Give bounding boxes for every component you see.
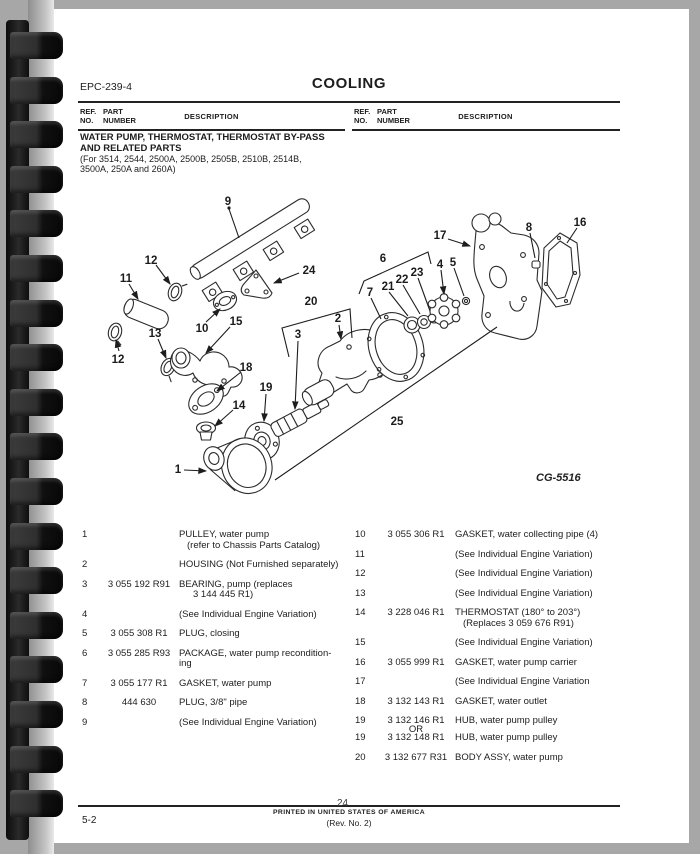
callout-22: 22 xyxy=(395,274,409,286)
footer-rule xyxy=(78,805,620,807)
page-title: COOLING xyxy=(311,75,387,92)
description: PLUG, 3/8" pipe xyxy=(179,697,248,708)
callout-2: 2 xyxy=(334,313,342,325)
page-content xyxy=(78,9,620,843)
description: PULLEY, water pump (refer to Chassis Parts Catalog) xyxy=(179,529,321,551)
table-row xyxy=(82,649,354,670)
description: BEARING, pump (replaces 3 144 445 R1) xyxy=(179,578,293,600)
description: HUB, water pump pulley xyxy=(455,732,558,743)
ref-label: REF. xyxy=(354,107,371,116)
part-number: 3 055 308 R1 xyxy=(110,628,168,639)
ref-no: 11 xyxy=(355,548,365,560)
number-label: NUMBER xyxy=(377,116,410,125)
section-title-line1: WATER PUMP, THERMOSTAT, THERMOSTAT BY-PASS xyxy=(80,132,325,143)
doc-code: EPC-239-4 xyxy=(80,81,132,93)
part-number xyxy=(103,560,175,571)
callout-6: 6 xyxy=(379,253,387,265)
part-label: PART xyxy=(377,107,397,116)
description: HOUSING (Not Furnished separately) xyxy=(179,559,339,570)
part-gasket-carrier xyxy=(542,233,580,307)
section-title-line2: AND RELATED PARTS xyxy=(80,142,182,154)
no-label: NO. xyxy=(80,116,94,125)
ref-no: 1 xyxy=(82,529,88,540)
callout-13: 13 xyxy=(148,328,162,340)
description-label: DESCRIPTION xyxy=(458,112,513,121)
binding-tooth xyxy=(10,701,63,728)
table-row xyxy=(355,569,627,580)
ref-no: 4 xyxy=(82,608,88,620)
part-thermostat xyxy=(197,422,216,440)
table-header-left xyxy=(78,105,345,127)
part-number xyxy=(381,638,451,649)
part-label: PART xyxy=(103,107,123,116)
description: HUB, water pump pulley xyxy=(455,715,558,726)
callout-3: 3 xyxy=(294,329,302,341)
table-header-right xyxy=(352,105,619,127)
ref-no: 20 xyxy=(355,751,366,763)
binding-tooth xyxy=(10,523,63,550)
callout-8: 8 xyxy=(525,222,533,234)
parts-table-left xyxy=(82,530,354,737)
part-number xyxy=(381,589,451,600)
description: BODY ASSY, water pump xyxy=(455,751,563,763)
table-row xyxy=(355,658,627,669)
ref-no: 13 xyxy=(355,587,366,599)
parts-table-right xyxy=(355,530,627,772)
table-row xyxy=(355,530,627,541)
callout-5: 5 xyxy=(449,257,457,269)
table-row xyxy=(82,698,354,709)
ref-no: 2 xyxy=(82,559,88,570)
callout-1: 1 xyxy=(174,464,182,476)
binding-tooth xyxy=(10,255,63,282)
or-label: OR xyxy=(408,723,424,735)
description: PACKAGE, water pump recondition- ing xyxy=(179,647,332,669)
callout-17: 17 xyxy=(433,230,447,242)
part-number: 3 228 046 R1 xyxy=(387,607,445,618)
binding-tooth xyxy=(10,389,63,416)
callout-25: 25 xyxy=(390,416,404,428)
description: (See Individual Engine Variation) xyxy=(455,637,593,648)
table-row xyxy=(82,610,354,621)
part-number xyxy=(381,569,451,580)
overprint-number: 24 xyxy=(337,798,349,809)
part-hose xyxy=(121,297,171,332)
callout-12: 12 xyxy=(144,255,158,267)
callout-16: 16 xyxy=(573,217,587,229)
table-row xyxy=(82,530,354,551)
callout-4: 4 xyxy=(436,259,444,271)
callout-11: 11 xyxy=(119,273,133,285)
description: (See Individual Engine Variation) xyxy=(455,548,593,560)
ref-no: 3 xyxy=(82,578,88,590)
part-number xyxy=(381,677,451,688)
table-row xyxy=(355,677,627,688)
ref-no: 12 xyxy=(355,568,366,579)
description: (See Individual Engine Variation) xyxy=(455,568,593,579)
part-number: 3 055 285 R93 xyxy=(107,647,171,659)
callout-21: 21 xyxy=(381,281,395,293)
callout-7: 7 xyxy=(366,287,374,299)
description: (See Individual Engine Variation) xyxy=(179,716,317,728)
header-underline-right xyxy=(352,129,620,131)
table-row xyxy=(82,718,354,729)
description: (See Individual Engine Variation xyxy=(455,676,590,687)
binding-tooth xyxy=(10,77,63,104)
table-row xyxy=(355,589,627,600)
part-number: 3 132 143 R1 xyxy=(387,695,445,707)
binding-comb xyxy=(0,0,70,854)
binding-tooth xyxy=(10,121,63,148)
figure-code: CG-5516 xyxy=(536,472,581,484)
description: GASKET, water pump xyxy=(179,677,272,689)
header-rule xyxy=(78,101,620,103)
exploded-parts-diagram xyxy=(78,189,623,501)
binding-tooth xyxy=(10,433,63,460)
part-number xyxy=(103,610,175,621)
header-underline-left xyxy=(78,129,345,131)
table-row xyxy=(82,629,354,640)
part-number: 444 630 xyxy=(121,697,157,708)
description: (See Individual Engine Variation) xyxy=(179,608,317,620)
part-plug-pipe xyxy=(532,261,540,268)
callout-15: 15 xyxy=(229,316,243,328)
section-subtitle-line1: (For 3514, 2544, 2500A, 2500B, 2505B, 2510B, 2514B, xyxy=(80,154,302,164)
binding-tooth xyxy=(10,790,63,817)
binding-tooth xyxy=(10,612,63,639)
part-number xyxy=(103,718,175,729)
ref-no: 7 xyxy=(82,677,88,689)
callout-20: 20 xyxy=(304,296,318,308)
callout-23: 23 xyxy=(410,267,424,279)
part-number: 3 132 146 R1 xyxy=(387,715,445,726)
ref-no: 19 xyxy=(355,732,366,743)
callout-24: 24 xyxy=(302,265,316,277)
no-label: NO. xyxy=(354,116,368,125)
page-number: 5-2 xyxy=(82,815,97,826)
ref-no: 19 xyxy=(355,715,366,726)
table-row xyxy=(82,580,354,601)
description: GASKET, water collecting pipe (4) xyxy=(455,529,599,540)
footer-rev-line: (Rev. No. 2) xyxy=(326,818,372,828)
part-number: 3 055 306 R1 xyxy=(387,529,445,540)
ref-no: 9 xyxy=(82,716,88,728)
ref-no: 17 xyxy=(355,676,366,687)
table-row xyxy=(355,753,627,764)
section-subtitle-line2: 3500A, 250A and 260A) xyxy=(80,164,176,174)
part-plug-closing xyxy=(462,297,469,304)
part-number: 3 132 148 R1 xyxy=(387,732,445,743)
ref-no: 14 xyxy=(355,607,366,618)
ref-no: 6 xyxy=(82,647,88,659)
description: GASKET, water outlet xyxy=(455,695,547,707)
part-number xyxy=(381,550,451,561)
part-bearing xyxy=(270,395,332,437)
ref-no: 18 xyxy=(355,695,366,707)
binding-tooth xyxy=(10,746,63,773)
section-heading xyxy=(80,133,325,174)
table-row xyxy=(355,550,627,561)
ref-label: REF. xyxy=(80,107,97,116)
description: (See Individual Engine Variation) xyxy=(455,587,593,599)
part-number: 3 055 177 R1 xyxy=(110,677,168,689)
ref-no: 16 xyxy=(355,656,366,668)
binding-tooth xyxy=(10,656,63,683)
ref-no: 10 xyxy=(355,529,366,540)
binding-tooth xyxy=(10,210,63,237)
callout-14: 14 xyxy=(232,400,246,412)
number-label: NUMBER xyxy=(103,116,136,125)
part-number: 3 055 999 R1 xyxy=(387,656,445,668)
description: PLUG, closing xyxy=(179,628,240,639)
table-row xyxy=(82,679,354,690)
ref-no: 8 xyxy=(82,697,88,708)
binding-tooth xyxy=(10,567,63,594)
table-row xyxy=(355,638,627,649)
description-label: DESCRIPTION xyxy=(184,112,239,121)
table-row xyxy=(355,608,627,629)
binding-tooth xyxy=(10,344,63,371)
table-row xyxy=(355,733,627,744)
footer-print-line: PRINTED IN UNITED STATES OF AMERICA xyxy=(272,809,426,816)
table-row xyxy=(82,560,354,571)
callout-9: 9 xyxy=(224,196,232,208)
binding-tooth xyxy=(10,166,63,193)
part-number: 3 132 677 R31 xyxy=(384,751,448,763)
callout-12b: 12 xyxy=(111,354,125,366)
binding-tooth xyxy=(10,478,63,505)
callout-18: 18 xyxy=(239,362,253,374)
callout-19: 19 xyxy=(259,382,273,394)
ref-no: 5 xyxy=(82,628,88,639)
ref-no: 15 xyxy=(355,637,366,648)
part-number: 3 055 192 R91 xyxy=(107,578,171,590)
page xyxy=(40,9,689,843)
table-row xyxy=(355,697,627,708)
callout-10: 10 xyxy=(195,323,209,335)
binding-tooth xyxy=(10,300,63,327)
binding-tooth xyxy=(10,32,63,59)
description: THERMOSTAT (180° to 203°) (Replaces 3 059 676 R91) xyxy=(455,607,581,629)
part-number xyxy=(103,530,175,551)
description: GASKET, water pump carrier xyxy=(455,656,577,668)
